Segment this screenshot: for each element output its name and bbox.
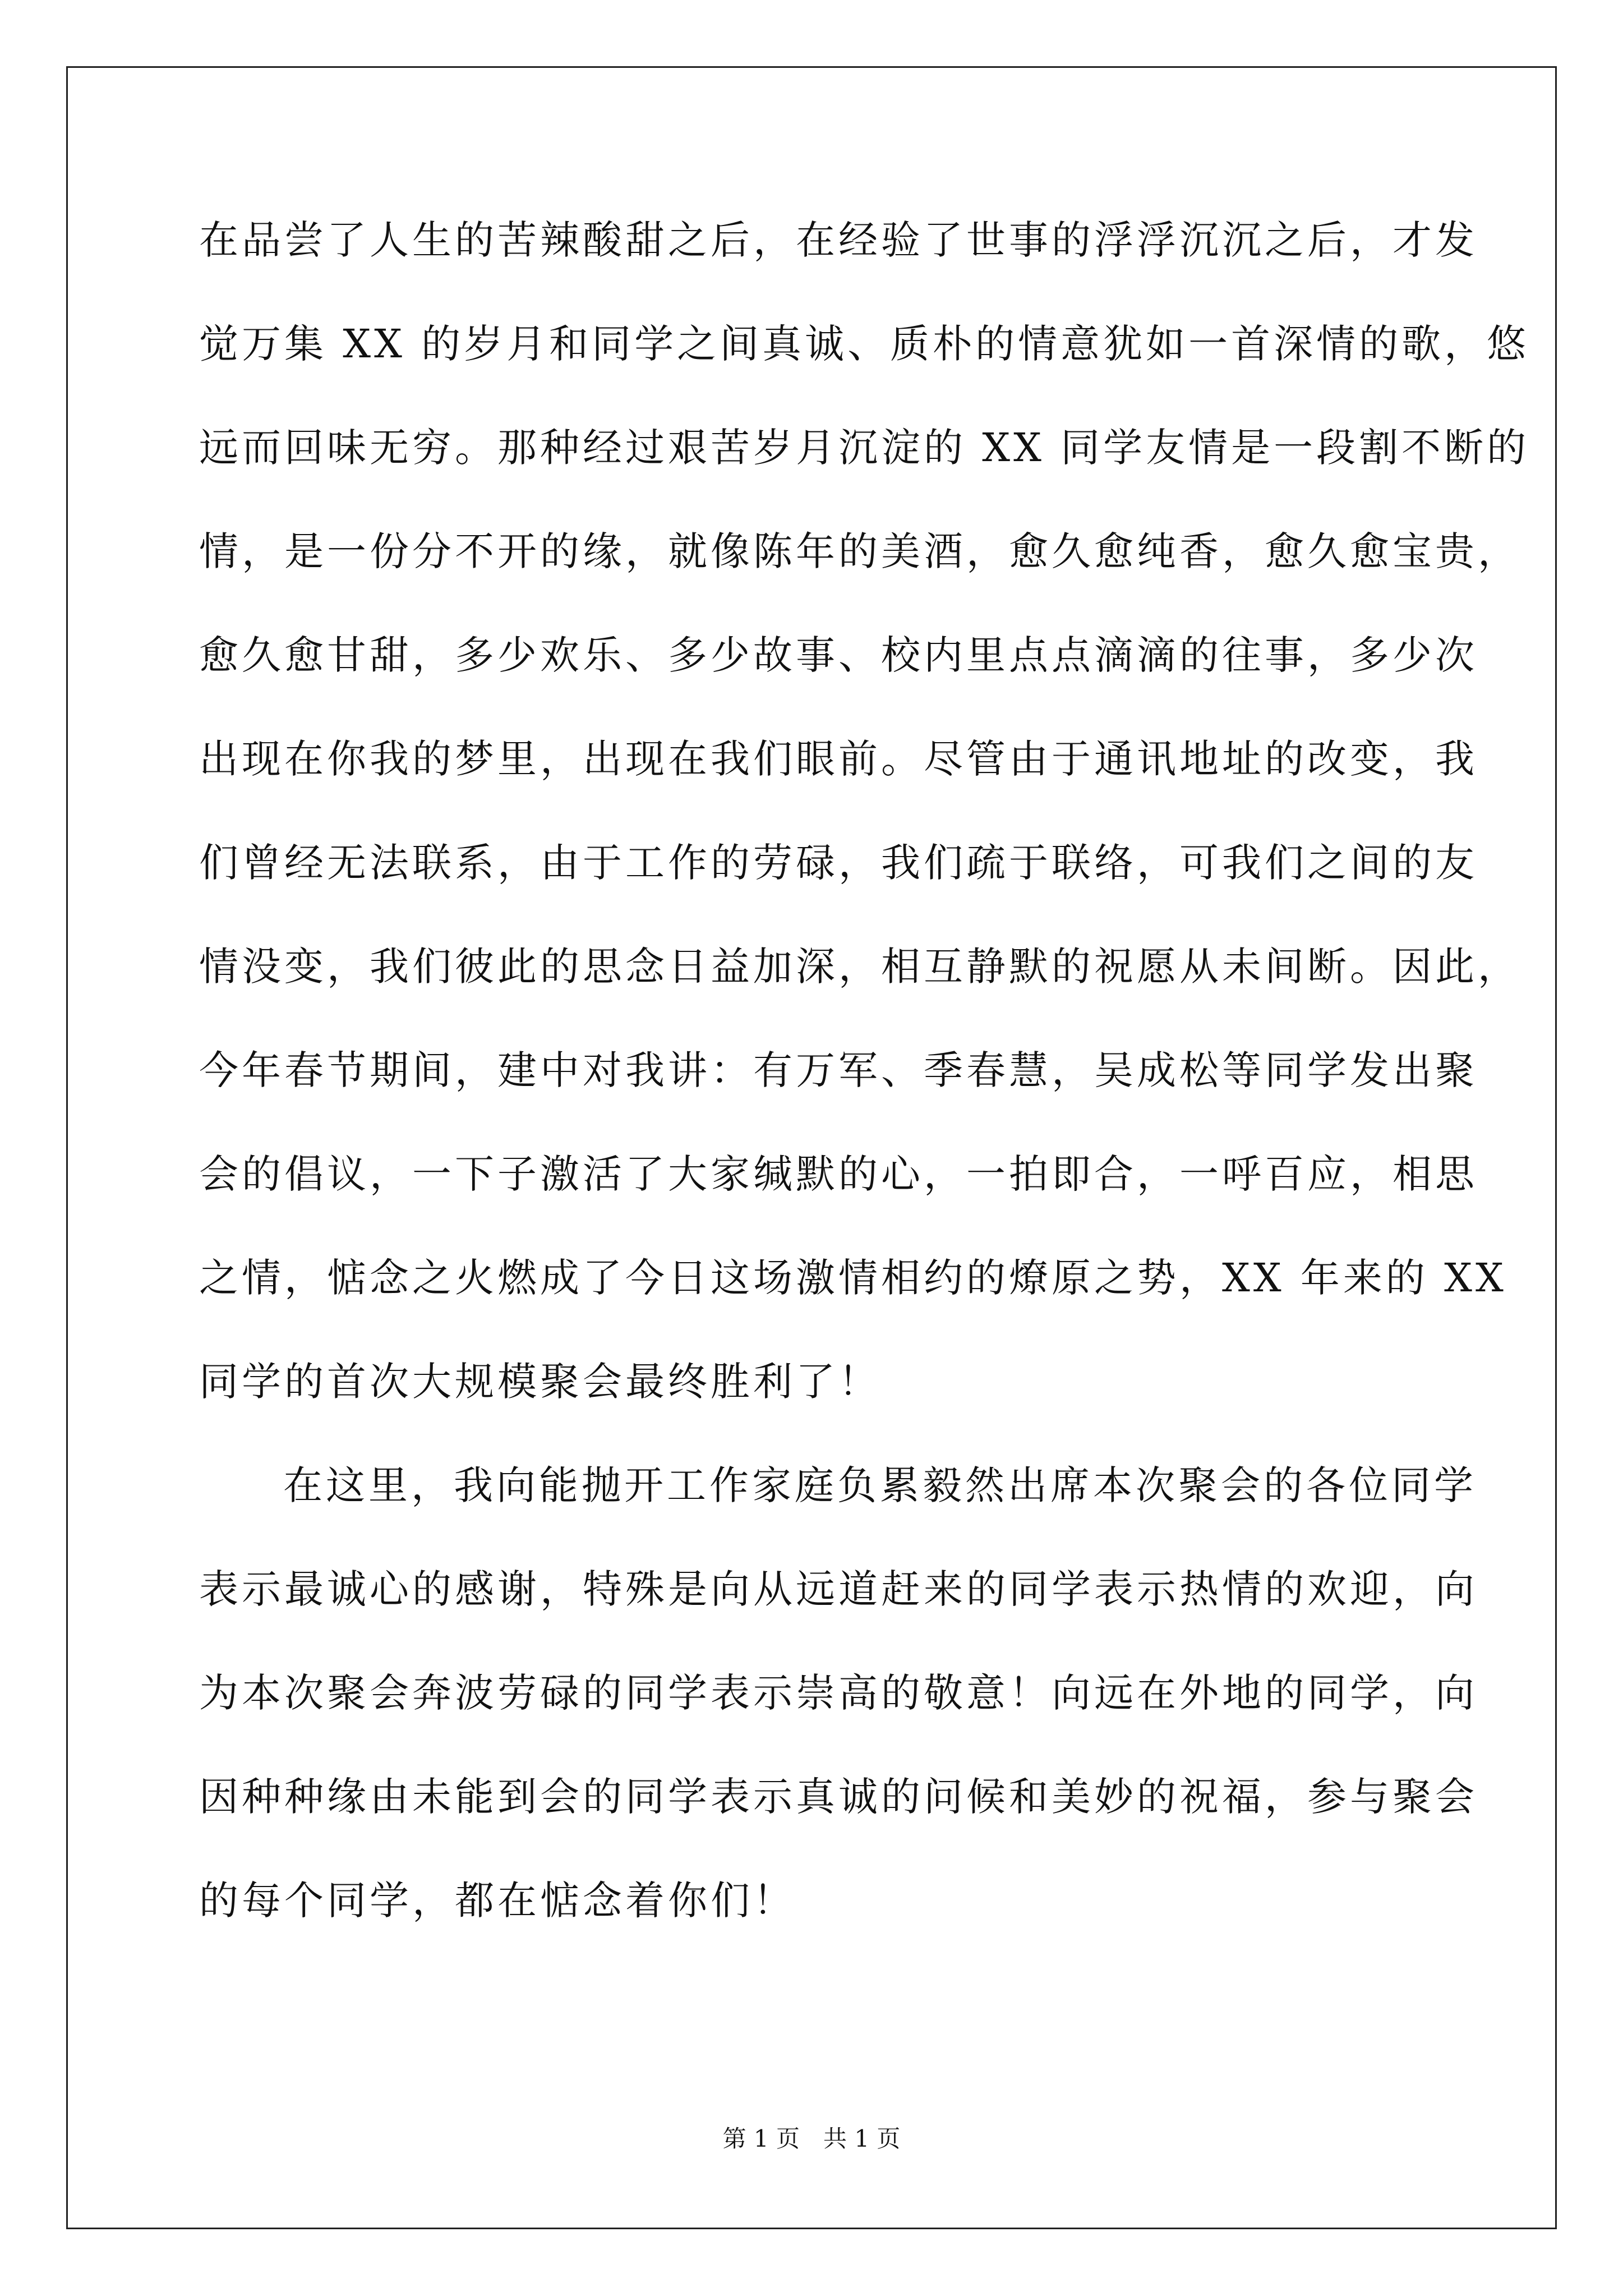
text-line: 在品尝了人生的苦辣酸甜之后，在经验了世事的浮浮沉沉之后，才发 bbox=[199, 217, 1478, 263]
text-line: 愈久愈甘甜，多少欢乐、多少故事、校内里点点滴滴的往事，多少次 bbox=[199, 632, 1478, 678]
text-line: 的每个同学，都在惦念着你们！ bbox=[199, 1878, 796, 1924]
text-line: 情没变，我们彼此的思念日益加深，相互静默的祝愿从未间断。因此， bbox=[199, 944, 1520, 990]
page-number-footer: 第 1 页 共 1 页 bbox=[722, 2125, 901, 2152]
text-line: 情，是一份分不开的缘，就像陈年的美酒，愈久愈纯香，愈久愈宝贵， bbox=[199, 528, 1520, 574]
document-body bbox=[199, 213, 1530, 1977]
text-line: 之情，惦念之火燃成了今日这场激情相约的燎原之势，XX 年来的 XX bbox=[199, 1255, 1507, 1301]
text-line: 表示最诚心的感谢，特殊是向从远道赶来的同学表示热情的欢迎，向 bbox=[199, 1566, 1478, 1612]
text-line: 为本次聚会奔波劳碌的同学表示崇高的敬意！向远在外地的同学，向 bbox=[199, 1670, 1478, 1716]
text-line: 今年春节期间，建中对我讲：有万军、季春慧，吴成松等同学发出聚 bbox=[199, 1047, 1478, 1093]
text-line: 因种种缘由未能到会的同学表示真诚的问候和美妙的祝福，参与聚会 bbox=[199, 1774, 1478, 1820]
text-line: 同学的首次大规模聚会最终胜利了！ bbox=[199, 1359, 881, 1405]
text-line: 远而回味无穷。那种经过艰苦岁月沉淀的 XX 同学友情是一段割不断的 bbox=[199, 425, 1530, 471]
paragraph-1 bbox=[199, 213, 1530, 1409]
text-line: 们曾经无法联系，由于工作的劳碌，我们疏于联络，可我们之间的友 bbox=[199, 840, 1478, 886]
text-line: 会的倡议，一下子激活了大家缄默的心，一拍即合，一呼百应，相思 bbox=[199, 1151, 1478, 1197]
text-line: 出现在你我的梦里，出现在我们眼前。尽管由于通讯地址的改变，我 bbox=[199, 736, 1478, 782]
paragraph-2 bbox=[199, 1458, 1478, 1928]
text-line: 觉万集 XX 的岁月和同学之间真诚、质朴的情意犹如一首深情的歌，悠 bbox=[199, 321, 1530, 367]
text-line: 在这里，我向能抛开工作家庭负累毅然出席本次聚会的各位同学 bbox=[283, 1462, 1477, 1508]
